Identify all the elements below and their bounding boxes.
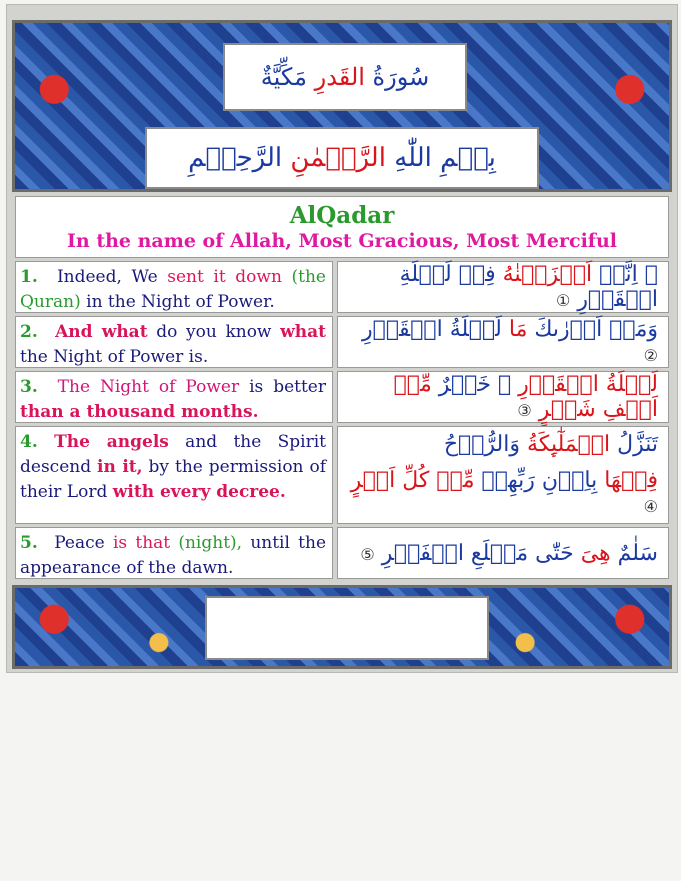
verse-row-4 (15, 426, 669, 524)
verse-5-english: 5. Peace is that (night), until the appearance of the dawn. (15, 527, 333, 579)
verse-2-arabic: وَمَاۤ اَدۡرٰٮكَ مَا لَيۡلَةُ الۡقَدۡرِ ② (337, 316, 669, 368)
surah-title-arabic: سُورَةُ القَدرِ مَكِّيَّةٌ (260, 63, 430, 91)
surah-title-cartouche (223, 43, 467, 111)
verse-1-arabic: ۞ اِنَّاۤ اَنۡزَلۡنٰهُ فِىۡ لَيۡلَةِ الۡقَدۡرِ ① (337, 261, 669, 313)
verse-5-arabic: سَلٰمٌ هِىَ حَتّٰى مَطۡلَعِ الۡفَجۡرِ ⑤ (337, 527, 669, 579)
verse-4-arabic (337, 426, 669, 524)
basmala-english: In the name of Allah, Most Gracious, Most Merciful (67, 230, 617, 252)
verse-3-english: 3. The Night of Power is better than a thousand months. (15, 371, 333, 423)
bottom-cartouche (205, 596, 489, 660)
verse-1-english: 1. Indeed, We sent it down (the Quran) in the Night of Power. (15, 261, 333, 313)
verse-4-arabic-line-2: فِيۡهَا بِاِذۡنِ رَبِّهِمۡ مِّنۡ كُلِّ اَمۡرٍ ④ (350, 467, 658, 516)
ayah-number-mark: ① (555, 291, 571, 310)
surah-heading (15, 196, 669, 258)
verse-row-2 (15, 316, 669, 368)
verse-4-english: 4. The angels and the Spirit descend in it, by the permission of their Lord with every decree. (15, 426, 333, 524)
verse-4-arabic-line-1: تَنَزَّلُ الۡمَلٰٓٮِٕكَةُ وَالرُّوۡحُ (443, 432, 658, 458)
surah-name: AlQadar (289, 202, 395, 229)
bismillah-cartouche (145, 127, 539, 189)
ayah-number-mark: ③ (517, 401, 532, 420)
ayah-number-mark: ⑤ (360, 544, 375, 564)
verse-3-arabic: لَيۡلَةُ الۡقَدۡرِ ۙ خَيۡرٌ مِّنۡ اَلۡفِ شَهۡرٍ ③ (337, 371, 669, 423)
ayah-number-mark: ② (643, 346, 658, 365)
top-ornament-banner (12, 20, 672, 192)
bismillah-arabic: بِسۡمِ اللّٰهِ الرَّحۡمٰنِ الرَّحِيۡمِ (188, 143, 496, 173)
ayah-number-mark: ④ (643, 496, 658, 516)
rub-el-hizb-icon: ۞ (644, 262, 658, 287)
bottom-ornament-banner (12, 585, 672, 669)
verse-row-3 (15, 371, 669, 423)
page-frame (6, 4, 678, 673)
verse-row-5 (15, 527, 669, 579)
verse-row-1 (15, 261, 669, 313)
verse-2-english: 2. And what do you know what the Night of Power is. (15, 316, 333, 368)
